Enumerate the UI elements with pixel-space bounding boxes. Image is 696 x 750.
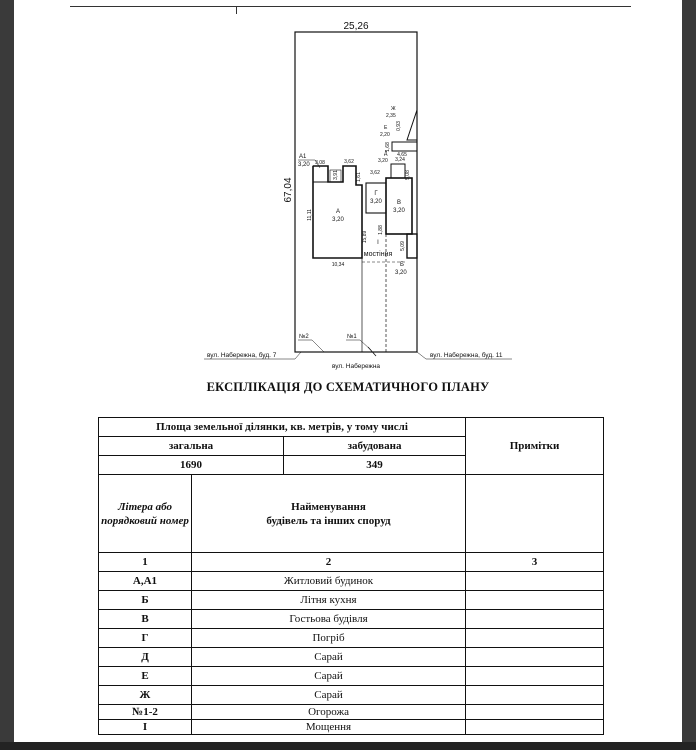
- col-number-2: 2: [192, 553, 466, 572]
- table-row: В Гостьова будівля: [99, 610, 604, 629]
- svg-text:1,88: 1,88: [378, 225, 384, 235]
- building-zh: [407, 110, 417, 140]
- col2-header: Найменування будівель та інших споруд: [192, 475, 466, 553]
- plot-length-label: 67,04: [283, 177, 294, 203]
- table-row: А,А1 Житловий будинок: [99, 572, 604, 591]
- svg-text:1,68: 1,68: [385, 142, 391, 152]
- building-d: [391, 164, 405, 178]
- table-row: Д Сарай: [99, 648, 604, 667]
- table-row: Г Погріб: [99, 629, 604, 648]
- svg-text:11,11: 11,11: [307, 209, 313, 221]
- svg-text:1,61: 1,61: [356, 172, 362, 182]
- street-right: вул. Набережна, буд. 11: [430, 352, 503, 359]
- table-row: Е Сарай: [99, 667, 604, 686]
- label-a: А: [335, 209, 341, 215]
- building-e: [392, 142, 417, 151]
- col-number-3: 3: [466, 553, 604, 572]
- svg-text:3,62: 3,62: [344, 159, 354, 165]
- svg-text:5,08: 5,08: [405, 170, 411, 180]
- svg-text:5,09: 5,09: [400, 241, 406, 251]
- svg-text:3,91: 3,91: [333, 170, 339, 180]
- label-a1: А1: [299, 154, 307, 160]
- svg-text:3,20: 3,20: [298, 162, 310, 168]
- table-row: Ж Сарай: [99, 686, 604, 705]
- table-row: №1-2 Огорожа: [99, 705, 604, 720]
- label-v: В: [396, 200, 402, 206]
- svg-text:4,65: 4,65: [397, 152, 407, 158]
- svg-text:15,89: 15,89: [362, 230, 368, 244]
- table-row: І Мощення: [99, 720, 604, 735]
- total-value: 1690: [99, 456, 284, 475]
- svg-text:3,20: 3,20: [395, 270, 407, 276]
- built-label: забудована: [284, 437, 466, 456]
- explication-table: [98, 417, 604, 735]
- total-label: загальна: [99, 437, 284, 456]
- svg-text:3,20: 3,20: [378, 158, 388, 164]
- explication-title: ЕКСПЛІКАЦІЯ ДО СХЕМАТИЧНОГО ПЛАНУ: [206, 380, 490, 394]
- paving-roman: І: [377, 240, 379, 246]
- paving-label: мостіння: [363, 251, 393, 258]
- label-b: Б: [400, 262, 404, 268]
- street-left: вул. Набережна, буд. 7: [207, 352, 277, 359]
- svg-text:10,34: 10,34: [331, 262, 345, 268]
- label-e: Е: [384, 125, 388, 131]
- svg-text:3,24: 3,24: [395, 157, 405, 163]
- label-zh: Ж: [391, 106, 396, 112]
- building-g: [366, 183, 386, 213]
- schematic-plan: [14, 0, 682, 380]
- col-number-1: 1: [99, 553, 192, 572]
- svg-text:0,93: 0,93: [396, 121, 402, 131]
- built-value: 349: [284, 456, 466, 475]
- building-b: [407, 234, 417, 258]
- gate-1: №1: [347, 334, 357, 340]
- street-center: вул. Набережна: [331, 363, 381, 370]
- svg-text:3,20: 3,20: [332, 217, 344, 223]
- gate-2: №2: [299, 334, 309, 340]
- building-a1: [313, 166, 328, 182]
- svg-text:3,20: 3,20: [393, 208, 405, 214]
- svg-text:3,08: 3,08: [315, 160, 325, 166]
- svg-text:2,20: 2,20: [380, 132, 390, 138]
- svg-text:3,62: 3,62: [370, 170, 380, 176]
- label-g: Г: [374, 191, 378, 197]
- notes-header: Примітки: [466, 418, 604, 475]
- area-header: Площа земельної ділянки, кв. метрів, у тому числі: [99, 418, 466, 437]
- viewer-bottom-bar: [0, 742, 696, 750]
- svg-text:3,20: 3,20: [370, 199, 382, 205]
- document-page: [14, 0, 682, 742]
- svg-text:2,35: 2,35: [386, 113, 396, 119]
- building-v: [386, 178, 412, 234]
- table-row: Б Літня кухня: [99, 591, 604, 610]
- label-d: Д: [384, 151, 388, 157]
- col1-header: Літера або порядковий номер: [99, 475, 192, 553]
- plot-width-label: 25,26: [343, 21, 369, 32]
